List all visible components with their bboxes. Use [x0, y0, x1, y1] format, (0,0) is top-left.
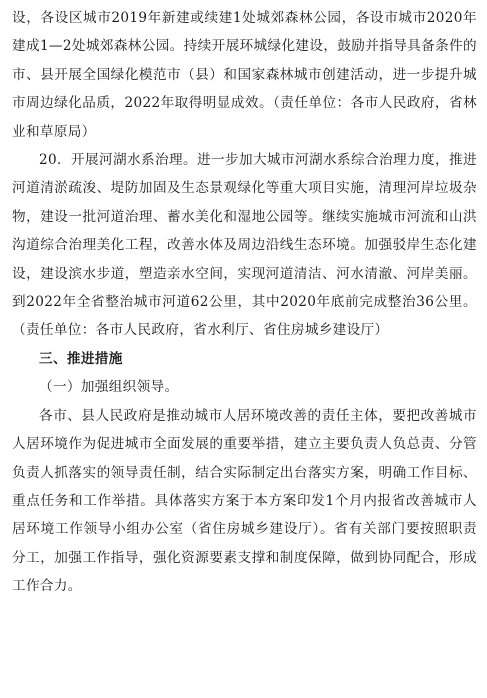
paragraph-forest-park: 设，各设区城市2019年新建或续建1处城郊森林公园，各设市城市2020年建成1—2处城郊森林公园。持续开展环城绿化建设，鼓励并指导具备条件的市、县开展全国绿化模范市（县）和国家森林城市创建活动，进一步提升城市周边绿化品质，2022年取得明显成效。（责任单位：各市人民政府，省林业和草原局）: [12, 10, 477, 140]
paragraph-river-governance: 20．开展河湖水系治理。进一步加大城市河湖水系综合治理力度，推进河道清淤疏浚、堤防加固及生态景观绿化等重大项目实施，清理河岸垃圾杂物，建设一批河道治理、蓄水美化和湿地公园等。继续实施城市河流和山洪沟道综合治理美化工程，改善水体及周边沿线生态环境。加强驳岸生态化建设，建设滨水步道，塑造亲水空间，实现河道清洁、河水清澈、河岸美丽。到2022年全省整治城市河道62公里，其中2020年底前完成整治36公里。（责任单位：各市人民政府，省水利厅、省住房城乡建设厅）: [12, 152, 477, 339]
paragraph-organization-leadership: 各市、县人民政府是推动城市人居环境改善的责任主体，要把改善城市人居环境作为促进城市全面发展的重要举措，建立主要负责人负总责、分管负责人抓落实的领导责任制，结合实际制定出台落实方案，明确工作目标、重点任务和工作举措。具体落实方案于本方案印发1个月内报省改善城市人居环境工作领导小组办公室（省住房城乡建设厅）。省有关部门要按照职责分工，加强工作指导，强化资源要素支撑和制度保障，做到协同配合，形成工作合力。: [12, 407, 477, 595]
section-heading-measures: 三、推进措施: [39, 350, 123, 367]
subheading-organization: （一）加强组织领导。: [39, 379, 179, 396]
